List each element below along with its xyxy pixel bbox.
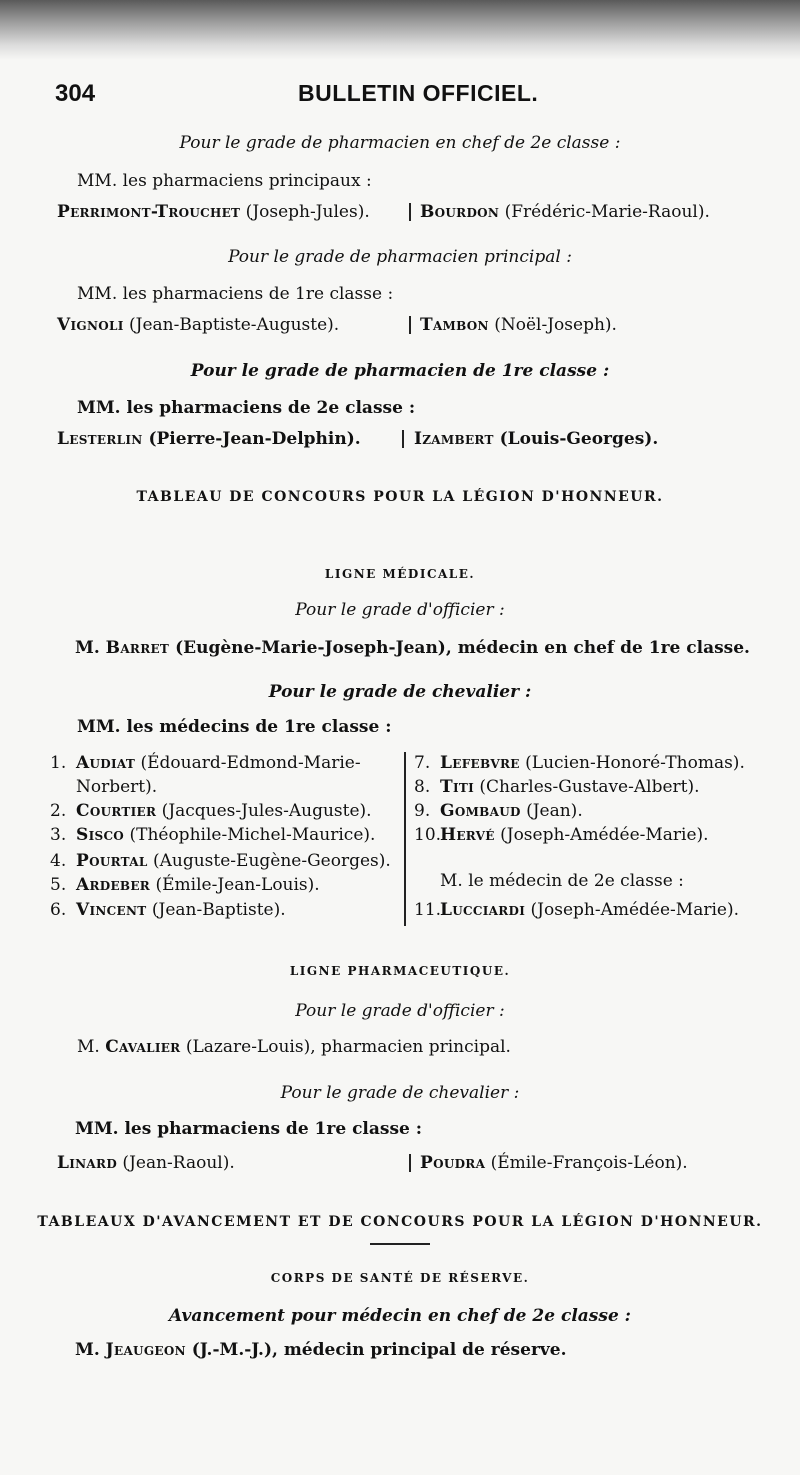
item-number: 11. [414, 900, 442, 920]
item-number: 3. [50, 825, 67, 845]
list-item [414, 800, 583, 822]
given-names: (Émile-François-Léon). [485, 1153, 688, 1173]
list-item [50, 776, 157, 798]
surname: Jeaugeon [105, 1340, 186, 1360]
given-names: (Joseph-Jules). [240, 202, 370, 222]
section2-intro: MM. les pharmaciens de 1re classe : [77, 284, 394, 304]
item-number: 2. [50, 801, 67, 821]
given-names: (Eugène-Marie-Joseph-Jean), médecin en chef de 1re classe. [169, 638, 750, 658]
ligne-pharma-officier-entry [77, 1036, 511, 1058]
surname: Bourdon [420, 202, 500, 222]
surname: Lucciardi [440, 900, 526, 920]
section2-heading: Pour le grade de pharmacien principal : [228, 247, 572, 267]
column-divider [404, 752, 406, 926]
page-number: 304 [55, 80, 96, 107]
surname: Sisco [76, 825, 125, 845]
surname: Barret [105, 638, 170, 658]
section1-right-entry [420, 201, 710, 223]
section3-intro: MM. les pharmaciens de 2e classe : [77, 398, 416, 418]
item-number: 7. [414, 753, 431, 773]
tableau1-right-intro: M. le médecin de 2e classe : [440, 871, 684, 891]
given-names: (Joseph-Amédée-Marie). [494, 825, 709, 845]
given-names: (J.-M.-J.), médecin principal de réserve. [185, 1340, 567, 1360]
given-names: (Louis-Georges). [493, 429, 659, 449]
tableau2-title: TABLEAUX D'AVANCEMENT ET DE CONCOURS POUR LA LÉGION D'HONNEUR. [37, 1214, 763, 1230]
ligne-pharma-chevalier-heading: Pour le grade de chevalier : [280, 1083, 520, 1103]
surname: Tambon [420, 315, 489, 335]
list-item [50, 752, 361, 774]
list-item [50, 850, 391, 872]
tableau1-subtitle: LIGNE MÉDICALE. [324, 567, 476, 581]
given-names: (Noël-Joseph). [488, 315, 617, 335]
tableau1-chevalier-intro: MM. les médecins de 1re classe : [77, 717, 392, 737]
given-names: (Frédéric-Marie-Raoul). [499, 202, 710, 222]
surname: Perrimont-Trouchet [57, 202, 241, 222]
surname: Courtier [76, 801, 157, 821]
ligne-pharma-subtitle: LIGNE PHARMACEUTIQUE. [289, 964, 511, 978]
prefix: M. [75, 1340, 106, 1360]
list-item [50, 874, 320, 896]
surname: Poudra [420, 1153, 486, 1173]
tableau1-title: TABLEAU DE CONCOURS POUR LA LÉGION D'HONNEUR. [136, 489, 664, 505]
surname: Linard [57, 1153, 118, 1173]
section-rule [370, 1243, 430, 1245]
given-names: (Lucien-Honoré-Thomas). [519, 753, 745, 773]
given-names: (Jean). [520, 801, 583, 821]
page-header [55, 80, 745, 114]
section3-left-entry [57, 428, 361, 450]
item-number: 1. [50, 753, 67, 773]
list-item [50, 824, 375, 846]
given-names: (Jacques-Jules-Auguste). [156, 801, 372, 821]
column-divider [409, 1154, 411, 1172]
item-number: 8. [414, 777, 431, 797]
running-title: BULLETIN OFFICIEL. [298, 80, 539, 106]
surname: Gombaud [440, 801, 521, 821]
tableau2-subtitle: CORPS DE SANTÉ DE RÉSERVE. [270, 1271, 530, 1285]
section1-heading: Pour le grade de pharmacien en chef de 2e classe : [179, 133, 621, 153]
list-item [414, 899, 739, 921]
given-names: (Joseph-Amédée-Marie). [525, 900, 739, 920]
prefix: M. [77, 1037, 106, 1057]
given-names: (Émile-Jean-Louis). [150, 875, 320, 895]
given-names: (Jean-Baptiste-Auguste). [123, 315, 340, 335]
given-names: (Auguste-Eugène-Georges). [147, 851, 391, 871]
ligne-pharma-chevalier-intro: MM. les pharmaciens de 1re classe : [75, 1119, 423, 1139]
given-names: Norbert). [76, 777, 158, 797]
item-number: 10. [414, 825, 442, 845]
ligne-pharma-left-entry [57, 1152, 235, 1174]
surname: Audiat [76, 753, 136, 773]
section2-right-entry [420, 314, 617, 336]
surname: Pourtal [76, 851, 148, 871]
tableau1-officier-heading: Pour le grade d'officier : [295, 600, 505, 620]
tableau2-heading: Avancement pour médecin en chef de 2e classe : [169, 1306, 631, 1326]
list-item [414, 824, 709, 846]
list-item [414, 752, 745, 774]
surname: Izambert [414, 429, 494, 449]
section1-intro: MM. les pharmaciens principaux : [77, 171, 372, 191]
given-names: (Charles-Gustave-Albert). [474, 777, 700, 797]
section1-left-entry [57, 201, 370, 223]
section3-right-entry [414, 428, 658, 450]
column-divider [409, 316, 411, 334]
surname: Lefebvre [440, 753, 520, 773]
given-names: (Pierre-Jean-Delphin). [142, 429, 361, 449]
item-number: 4. [50, 851, 67, 871]
item-number: 9. [414, 801, 431, 821]
surname: Ardeber [76, 875, 151, 895]
surname: Hervé [440, 825, 495, 845]
given-names: (Lazare-Louis), pharmacien principal. [180, 1037, 511, 1057]
given-names: (Jean-Raoul). [117, 1153, 235, 1173]
ligne-pharma-right-entry [420, 1152, 688, 1174]
item-number: 5. [50, 875, 67, 895]
given-names: (Théophile-Michel-Maurice). [124, 825, 376, 845]
surname: Vincent [76, 900, 147, 920]
tableau2-entry [75, 1339, 567, 1361]
given-names: (Édouard-Edmond-Marie- [135, 753, 361, 773]
column-divider [402, 430, 404, 448]
list-item [50, 899, 286, 921]
column-divider [409, 203, 411, 221]
item-number: 6. [50, 900, 67, 920]
surname: Titi [440, 777, 475, 797]
list-item [50, 800, 372, 822]
surname: Vignoli [57, 315, 124, 335]
page-top-shadow [0, 0, 800, 60]
prefix: M. [75, 638, 106, 658]
tableau1-officier-entry [75, 637, 750, 659]
surname: Lesterlin [57, 429, 143, 449]
ligne-pharma-officier-heading: Pour le grade d'officier : [295, 1001, 505, 1021]
section3-heading: Pour le grade de pharmacien de 1re classe : [190, 361, 610, 381]
section2-left-entry [57, 314, 339, 336]
given-names: (Jean-Baptiste). [146, 900, 286, 920]
tableau1-chevalier-heading: Pour le grade de chevalier : [268, 682, 532, 702]
surname: Cavalier [105, 1037, 181, 1057]
list-item [414, 776, 700, 798]
